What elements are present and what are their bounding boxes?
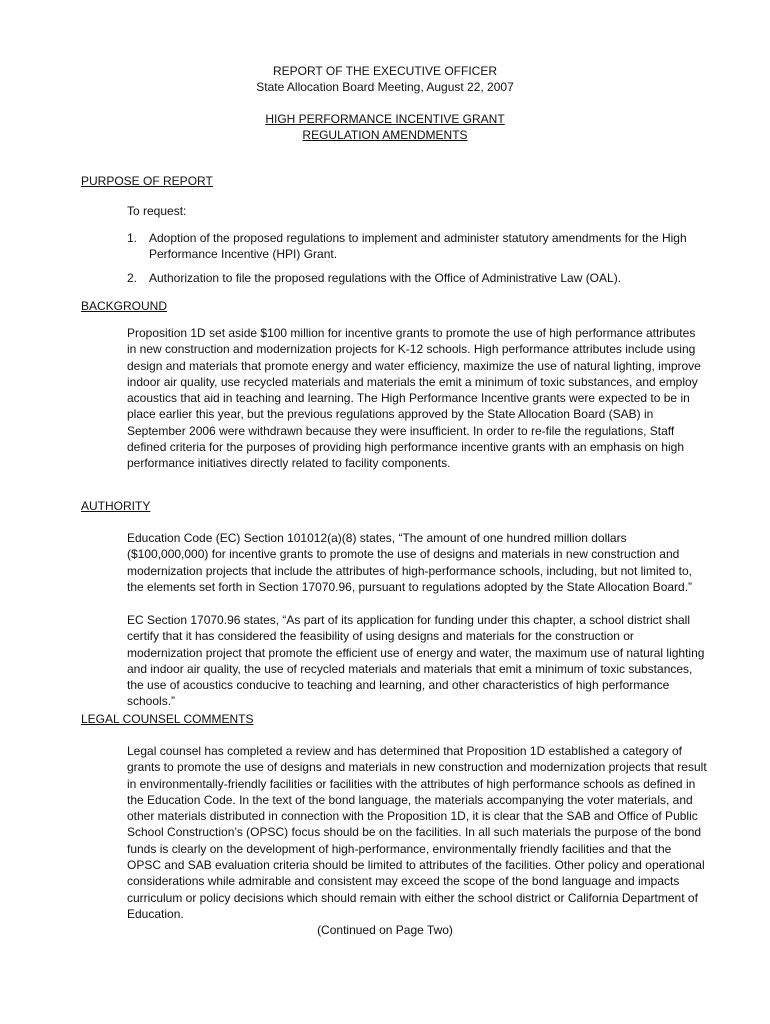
purpose-list-item: [127, 230, 707, 263]
report-header-line1: REPORT OF THE EXECUTIVE OFFICER: [272, 64, 498, 78]
continued-note: (Continued on Page Two): [317, 923, 453, 937]
authority-paragraph-1: Education Code (EC) Section 101012(a)(8) states, “The amount of one hundred million dollars ($100,000,000) for incentive grants to promote the use of designs and materials in new construction and modernization projects that include the attributes of high-performance schools, including, but not limited to, the elements set forth in Section 17070.96, pursuant to regulations adopted by the State Allocation Board.”: [127, 531, 693, 594]
authority-paragraph-2: EC Section 17070.96 states, “As part of its application for funding under this chapter, a school district shall certify that it has considered the feasibility of using designs and materials for the construction or modernization project that promote the efficient use of energy and water, the maximum use of natural lighting and indoor air quality, the use of recycled materials and materials that emit a minimum of toxic substances, the use of acoustics conducive to teaching and learning, and other characteristics of high performance schools.”: [127, 613, 705, 709]
list-text: Authorization to file the proposed regulations with the Office of Administrative Law (OAL).: [149, 271, 622, 285]
document-title-line2: REGULATION AMENDMENTS: [302, 128, 468, 142]
document-title-line1: HIGH PERFORMANCE INCENTIVE GRANT: [265, 112, 505, 126]
background-heading: BACKGROUND: [81, 299, 168, 313]
purpose-list-item: [127, 270, 707, 286]
list-number: 1.: [127, 231, 138, 245]
legal-counsel-heading: LEGAL COUNSEL COMMENTS: [81, 712, 254, 726]
legal-counsel-paragraph: Legal counsel has completed a review and has determined that Proposition 1D established a category of grants to promote the use of designs and materials in new construction and modernization projects that result in environmentally-friendly facilities or facilities with the attributes of high performance schools as defined in the Education Code. In the text of the bond language, the materials accompanying the voter materials, and other materials distributed in connection with the Proposition 1D, it is clear that the SAB and Office of Public School Construction’s (OPSC) focus should be on the facilities. In all such materials the purpose of the bond funds is clearly on the development of high-performance, environmentally friendly facilities and that the OPSC and SAB evaluation criteria should be limited to attributes of the facilities. Other policy and operational considerations while admirable and consistent may exceed the scope of the bond language and impacts curriculum or policy decisions which should remain with either the school district or California Department of Education.: [127, 744, 707, 921]
purpose-heading: PURPOSE OF REPORT: [81, 174, 213, 188]
background-paragraph: Proposition 1D set aside $100 million for incentive grants to promote the use of high performance attributes in new construction and modernization projects for K-12 schools. High performance attributes include using design and materials that promote energy and water efficiency, maximize the use of natural lighting, improve indoor air quality, use recycled materials and materials the emit a minimum of toxic substances, and employ acoustics that aid in teaching and learning. The High Performance Incentive grants were expected to be in place earlier this year, but the previous regulations approved by the State Allocation Board (SAB) in September 2006 were withdrawn because they were insufficient. In order to re-file the regulations, Staff defined criteria for the purposes of providing high performance incentive grants with an emphasis on high performance initiatives directly related to facility components.: [127, 326, 701, 471]
list-text: Adoption of the proposed regulations to implement and administer statutory amendments for the High Performance Incentive (HPI) Grant.: [149, 231, 687, 262]
authority-heading: AUTHORITY: [81, 499, 151, 513]
purpose-intro: To request:: [127, 204, 187, 218]
report-header-line2: State Allocation Board Meeting, August 22, 2007: [256, 80, 514, 94]
list-number: 2.: [127, 271, 138, 285]
